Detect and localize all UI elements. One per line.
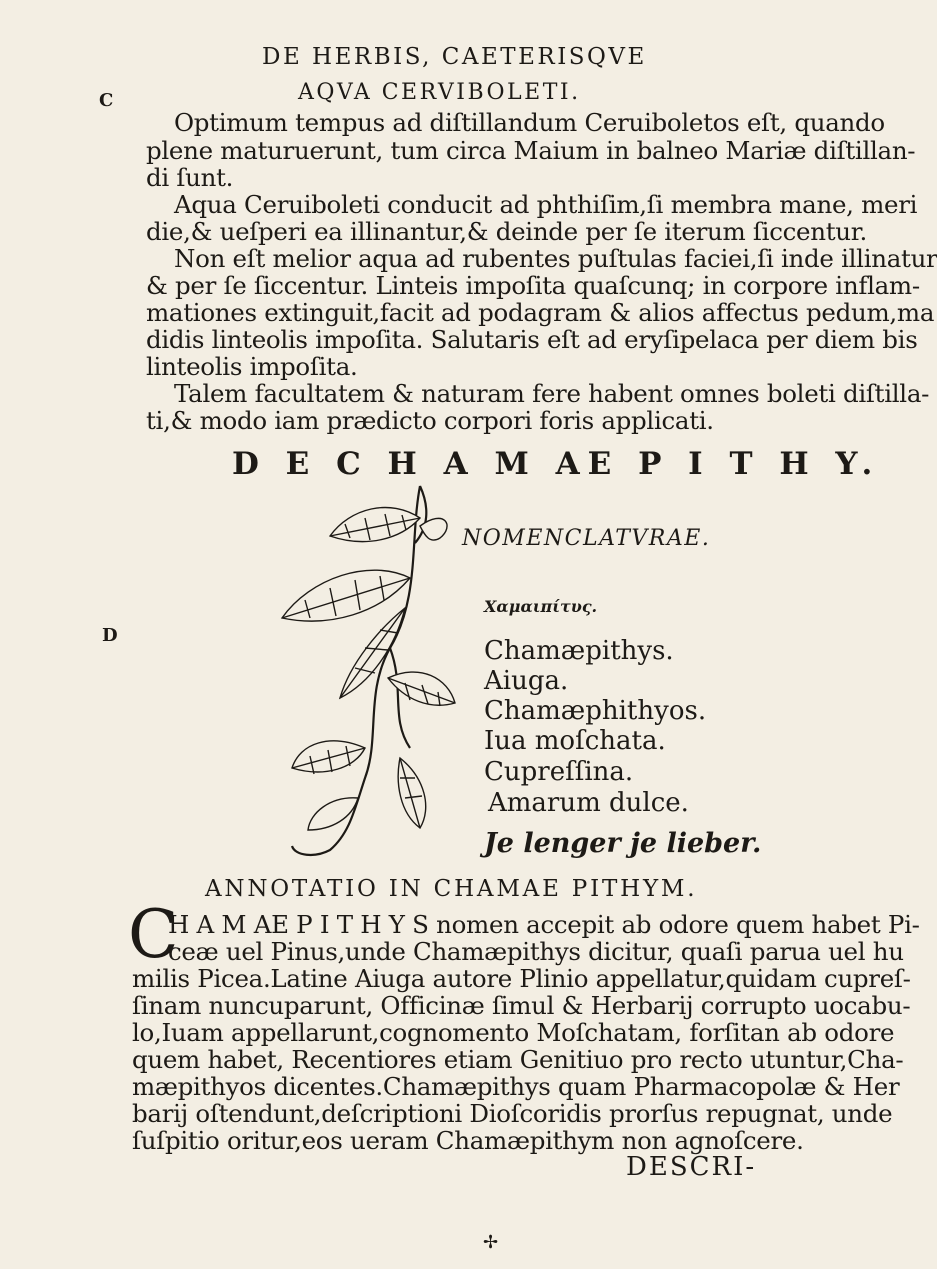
nomenclature-title: NOMENCLATVRAE.: [462, 526, 711, 551]
drop-cap-initial: C: [128, 896, 179, 973]
greek-name: Χαμαιπίτυς.: [484, 597, 598, 616]
german-name: Je lenger je lieber.: [484, 828, 762, 859]
plant-name: Chamæphithyos.: [484, 696, 707, 726]
text-line: die,& ueſperi ea illinantur,& deinde per ſe iterum ſiccentur.: [146, 217, 867, 246]
text-line: Talem facultatem & naturam fere habent omnes boleti diſtilla-: [174, 379, 930, 408]
main-heading-chamaepithy: D E C H A M AE P I T H Y.: [232, 446, 881, 482]
text-line: didis linteolis impoſita. Salutaris eſt ad eryſipelaca per diem bis: [146, 325, 918, 354]
text-line: mæpithyos dicentes.Chamæpithys quam Pharmacopolæ & Her: [132, 1072, 900, 1101]
text-line: mationes extinguit,facit ad podagram & alios affectus pedum,ma: [146, 298, 935, 327]
text-line: Optimum tempus ad diſtillandum Ceruiboletos eſt, quando: [174, 108, 885, 137]
margin-letter-c: C: [99, 90, 114, 111]
chamaepithys-woodcut-illustration: [270, 478, 460, 868]
text-line: ceæ uel Pinus,unde Chamæpithys dicitur, quaſi parua uel hu: [168, 937, 904, 966]
text-line: H A M AE P I T H Y S nomen accepit ab odore quem habet Pi-: [168, 910, 920, 939]
text-line: milis Picea.Latine Aiuga autore Plinio appellatur,quidam cupreſ-: [132, 964, 911, 993]
text-line: lo,Iuam appellarunt,cognomento Moſchatam, forſitan ab odore: [132, 1018, 895, 1047]
text-line: plene maturuerunt, tum circa Maium in balneo Mariæ diſtillan-: [146, 136, 916, 165]
text-line: & per ſe ſiccentur. Linteis impoſita quaſcunq; in corpore inflam-: [146, 271, 920, 300]
text-line: barij oſtendunt,deſcriptioni Dioſcoridis prorſus repugnat, unde: [132, 1099, 893, 1128]
text-line: Non eſt melior aqua ad rubentes puſtulas faciei,ſi inde illinatur: [174, 244, 937, 273]
text-line: linteolis impoſita.: [146, 352, 358, 381]
plant-name: Chamæpithys.: [484, 636, 674, 666]
margin-letter-d: D: [102, 625, 118, 646]
text-line: quem habet, Recentiores etiam Genitiuo pro recto utuntur,Cha-: [132, 1045, 904, 1074]
text-line: ti,& modo iam prædicto corpori foris applicati.: [146, 406, 714, 435]
plant-name: Aiuga.: [484, 666, 569, 696]
section-title-aqua-cerviboleti: AQVA CERVIBOLETI.: [298, 80, 581, 105]
text-line: di ſunt.: [146, 163, 234, 192]
catchword: DESCRI-: [626, 1152, 757, 1182]
plant-name: Cupreſſina.: [484, 757, 634, 787]
text-line: ſinam nuncuparunt, Officinæ ſimul & Herbarij corrupto uocabu-: [132, 991, 911, 1020]
running-head: DE HERBIS, CAETERISQVE: [262, 44, 647, 70]
annotation-title: ANNOTATIO IN CHAMAE PITHYM.: [205, 876, 698, 902]
text-line: Aqua Ceruiboleti conducit ad phthiſim,ſi membra mane, meri: [174, 190, 918, 219]
plant-name: Amarum dulce.: [488, 788, 689, 818]
printer-mark: ✢: [483, 1232, 499, 1253]
text-line: ſuſpitio oritur,eos ueram Chamæpithym non agnoſcere.: [132, 1126, 804, 1155]
plant-name: Iua moſchata.: [484, 726, 666, 756]
